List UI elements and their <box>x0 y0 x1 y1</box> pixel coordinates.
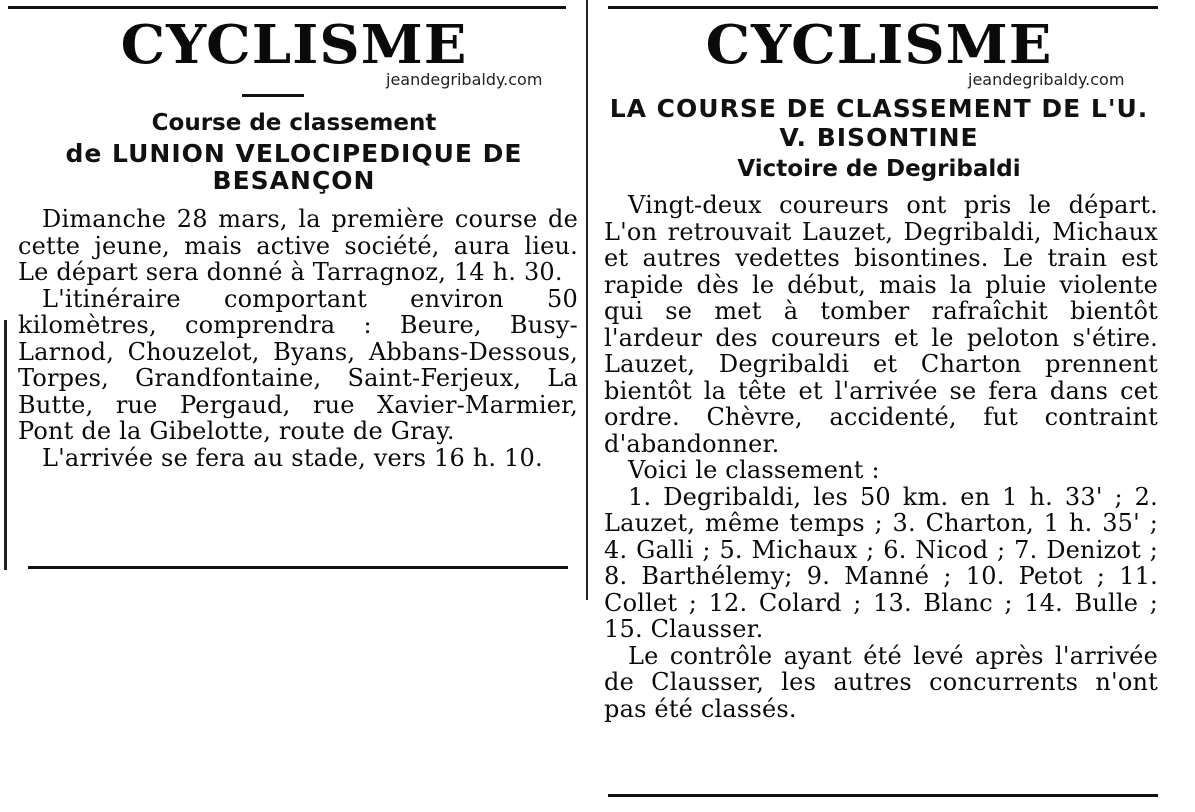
paragraph: L'arrivée se fera au stade, vers 16 h. 10. <box>42 443 543 472</box>
top-rule <box>8 6 566 9</box>
end-rule <box>28 566 568 569</box>
end-rule <box>608 794 1158 797</box>
watermark: jeandegribaldy.com <box>968 70 1125 89</box>
watermark: jeandegribaldy.com <box>386 70 543 89</box>
left-article <box>8 0 580 580</box>
paragraph: Le contrôle ayant été levé après l'arrivée de Clausser, les autres concurrents n'ont pas été classés. <box>604 641 1158 723</box>
headline-subject: de LUNION VELOCIPEDIQUE DE BESANÇON <box>65 139 523 195</box>
paragraph: L'itinéraire comportant environ 50 kilomètres, comprendra : Beure, Busy-Larnod, Chouzelot, Byans, Abbans-Dessous, Torpes, Grandfontaine, Saint-Ferjeux, La Butte, rue Pergaud, rue Xavier-Marmier, Pont de la Gibelotte, route de Gray. <box>18 284 578 445</box>
right-article <box>598 0 1160 800</box>
paragraph: Voici le classement : <box>628 456 880 484</box>
paragraph: Vingt-deux coureurs ont pris le départ. L'on retrouvait Lauzet, Degribaldi, Michaux et autres vedettes bisontines. Le train est rapide dès le début, mais la pluie violente qui se met à tomber rafraîchit bientôt l'ardeur des coureurs et le peloton s'étire. Lauzet, Degribaldi et Charton prennent bientôt la tête et l'arrivée se fera dans cet ordre. Chèvre, accidenté, fut contraint d'abandonner. <box>604 191 1158 458</box>
margin-bar <box>4 320 7 570</box>
masthead-title: CYCLISME <box>705 13 1053 77</box>
column-divider <box>586 0 588 600</box>
headline: Course de classement <box>151 110 437 136</box>
top-rule <box>608 6 1158 9</box>
paragraph: Dimanche 28 mars, la première course de cette jeune, mais active société, aura lieu. Le départ sera donné à Tarragnoz, 14 h. 30. <box>18 205 578 286</box>
results-paragraph: 1. Degribaldi, les 50 km. en 1 h. 33' ; 2. Lauzet, même temps ; 3. Charton, 1 h. 35' ; 4. Galli ; 5. Michaux ; 6. Nicod ; 7. Denizot ; 8. Barthélemy; 9. Manné ; 10. Petot ; 11. Collet ; 12. Colard ; 13. Blanc ; 14. Bulle ; 15. Clausser. <box>604 482 1158 643</box>
headline: LA COURSE DE CLASSEMENT DE L'U. V. BISONTINE <box>609 94 1149 152</box>
article-body <box>604 192 1158 722</box>
headline-rule <box>242 94 304 97</box>
article-body <box>18 206 578 471</box>
subheadline: Victoire de Degribaldi <box>737 156 1021 182</box>
masthead-title: CYCLISME <box>120 13 468 77</box>
